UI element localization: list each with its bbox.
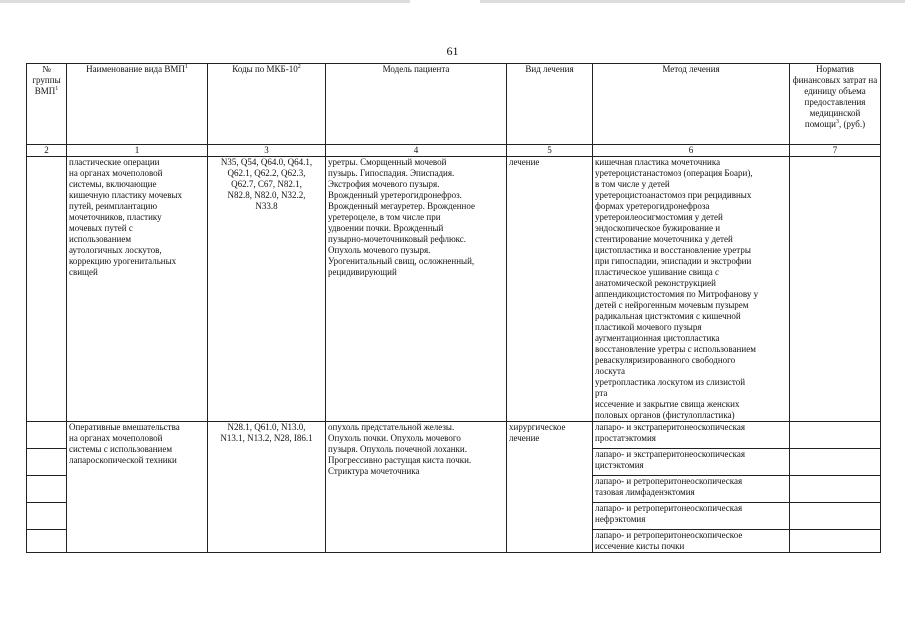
table-row — [27, 422, 881, 449]
column-number: 7 — [790, 145, 881, 157]
column-number: 1 — [67, 145, 208, 157]
cost-cell — [790, 476, 881, 503]
header-cost-norm: Норматив финансовых затрат на единицу объема предоставления медицинской помощи$^3$, (руб.) — [790, 64, 881, 145]
header-vmp-name: Наименование вида ВМП$^1$ — [67, 64, 208, 145]
header-treatment-type: Вид лечения — [507, 64, 593, 145]
icd-codes-cell: N28.1, Q61.0, N13.0, N13.1, N13.2, N28, I86.1 — [208, 422, 326, 553]
group-cell — [27, 503, 67, 530]
page-number: 61 — [446, 44, 459, 58]
header-group-no: № группы ВМП$^1$ — [27, 64, 67, 145]
cost-cell — [790, 422, 881, 449]
column-number: 5 — [507, 145, 593, 157]
column-number: 2 — [27, 145, 67, 157]
header-icd-codes: Коды по МКБ-$10^2$ — [208, 64, 326, 145]
treatment-method-cell: лапаро- и экстраперитонеоскопическая цистэктомия — [593, 449, 790, 476]
group-cell — [27, 530, 67, 553]
treatment-method-cell: лапаро- и ретроперитонеоскопическое иссечение кисты почки — [593, 530, 790, 553]
scan-edge-right — [480, 0, 905, 3]
vmp-table — [26, 63, 881, 553]
vmp-name-cell: Оперативные вмешательства на органах мочеполовой системы с использованием лапароскопической техники — [67, 422, 208, 553]
vmp-name-cell: пластические операции на органах мочеполовой системы, включающие кишечную пластику мочевых путей, реимплантацию мочеточников, пластику мочевых путей с использованием аутологичных лоскутов, коррекцию урогенитальных свищей — [67, 157, 208, 422]
treatment-method-cell: лапаро- и экстраперитонеоскопическая простатэктомия — [593, 422, 790, 449]
header-row — [27, 64, 881, 145]
column-number: 4 — [326, 145, 507, 157]
column-number: 3 — [208, 145, 326, 157]
column-number-row — [27, 145, 881, 157]
treatment-method-cell: лапаро- и ретроперитонеоскопическая тазовая лимфаденэктомия — [593, 476, 790, 503]
group-cell — [27, 476, 67, 503]
column-number: 6 — [593, 145, 790, 157]
cost-cell — [790, 449, 881, 476]
group-cell — [27, 157, 67, 422]
treatment-method-cell: лапаро- и ретроперитонеоскопическая нефрэктомия — [593, 503, 790, 530]
treatment-method-cell: кишечная пластика мочеточника уретероцистанастомоз (операция Боари), в том числе у детей уретероцистоанастомоз при рецидивных формах уретерогидронефроза уретероилеосигмостомия у детей эндоскопическое бужирование и стентирование мочеточника у детей цистопластика и восстановление уретры при гипоспадии, эписпадии и экстрофии пластическое ушивание свища с анатомической реконструкцией аппендикоцистостомия по Митрофанову у детей с нейрогенным мочевым пузырем радикальная цистэктомия с кишечной пластикой мочевого пузыря аугментационная цистопластика восстановление уретры с использованием реваскуляризированного свободного лоскута уретропластика лоскутом из слизистой рта иссечение и закрытие свища женских половых органов (фистулопластика) — [593, 157, 790, 422]
icd-codes-cell: N35, Q54, Q64.0, Q64.1, Q62.1, Q62.2, Q62.3, Q62.7, C67, N82.1, N82.8, N82.0, N32.2, N33.8 — [208, 157, 326, 422]
cost-cell — [790, 503, 881, 530]
cost-cell — [790, 530, 881, 553]
treatment-type-cell: лечение — [507, 157, 593, 422]
cost-cell — [790, 157, 881, 422]
patient-model-cell: уретры. Сморщенный мочевой пузырь. Гипоспадия. Эписпадия. Экстрофия мочевого пузыря. Врожденный уретерогидронефроз. Врожденный мегауретер. Врожденное уретероцеле, в том числе при удвоении почки. Врожденный пузырно-мочеточниковый рефлюкс. Опухоль мочевого пузыря. Урогенитальный свищ, осложненный, рецидивирующий — [326, 157, 507, 422]
patient-model-cell: опухоль предстательной железы. Опухоль почки. Опухоль мочевого пузыря. Опухоль почечной лоханки. Прогрессивно растущая киста почки. Стриктура мочеточника — [326, 422, 507, 553]
treatment-type-cell: хирургическое лечение — [507, 422, 593, 553]
table-row — [27, 157, 881, 422]
scan-edge-left — [0, 0, 410, 3]
header-treatment-method: Метод лечения — [593, 64, 790, 145]
group-cell — [27, 449, 67, 476]
header-patient-model: Модель пациента — [326, 64, 507, 145]
group-cell — [27, 422, 67, 449]
